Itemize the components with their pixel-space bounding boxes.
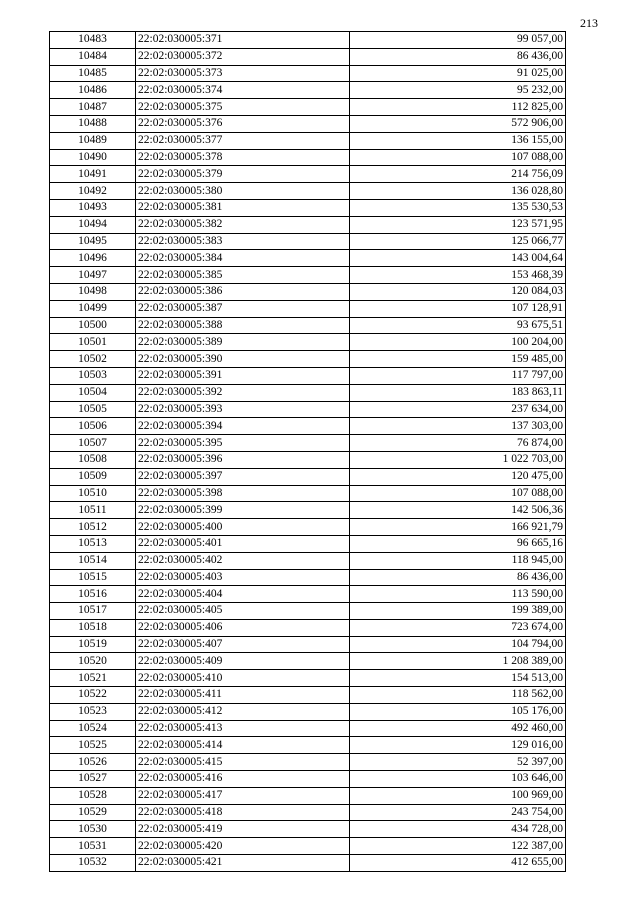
cadastral-number-cell: 22:02:030005:414 (136, 737, 350, 754)
cadastral-number-cell: 22:02:030005:417 (136, 787, 350, 804)
value-cell: 107 088,00 (350, 149, 566, 166)
table-row (50, 468, 566, 485)
value-cell: 93 675,51 (350, 317, 566, 334)
cadastral-number-cell: 22:02:030005:421 (136, 855, 350, 872)
value-cell: 137 303,00 (350, 418, 566, 435)
table-row (50, 737, 566, 754)
cadastral-number-cell: 22:02:030005:411 (136, 687, 350, 704)
row-number-cell: 10524 (50, 720, 136, 737)
table-row (50, 603, 566, 620)
cadastral-number-cell: 22:02:030005:372 (136, 48, 350, 65)
row-number-cell: 10504 (50, 384, 136, 401)
value-cell: 214 756,09 (350, 166, 566, 183)
cadastral-number-cell: 22:02:030005:388 (136, 317, 350, 334)
cadastral-number-cell: 22:02:030005:403 (136, 569, 350, 586)
cadastral-number-cell: 22:02:030005:385 (136, 267, 350, 284)
cadastral-number-cell: 22:02:030005:374 (136, 82, 350, 99)
row-number-cell: 10508 (50, 451, 136, 468)
table-row (50, 569, 566, 586)
table-row (50, 283, 566, 300)
value-cell: 1 022 703,00 (350, 451, 566, 468)
row-number-cell: 10520 (50, 653, 136, 670)
table-row (50, 351, 566, 368)
cadastral-number-cell: 22:02:030005:409 (136, 653, 350, 670)
value-cell: 572 906,00 (350, 115, 566, 132)
value-cell: 117 797,00 (350, 367, 566, 384)
table-row (50, 216, 566, 233)
cadastral-number-cell: 22:02:030005:380 (136, 183, 350, 200)
row-number-cell: 10499 (50, 300, 136, 317)
row-number-cell: 10506 (50, 418, 136, 435)
cadastral-number-cell: 22:02:030005:371 (136, 32, 350, 49)
value-cell: 103 646,00 (350, 771, 566, 788)
value-cell: 142 506,36 (350, 502, 566, 519)
value-cell: 183 863,11 (350, 384, 566, 401)
value-cell: 107 128,91 (350, 300, 566, 317)
row-number-cell: 10525 (50, 737, 136, 754)
row-number-cell: 10488 (50, 115, 136, 132)
row-number-cell: 10519 (50, 636, 136, 653)
table-row (50, 115, 566, 132)
table-row (50, 653, 566, 670)
row-number-cell: 10491 (50, 166, 136, 183)
value-cell: 723 674,00 (350, 619, 566, 636)
row-number-cell: 10529 (50, 804, 136, 821)
table-row (50, 636, 566, 653)
value-cell: 104 794,00 (350, 636, 566, 653)
table-row (50, 619, 566, 636)
value-cell: 99 057,00 (350, 32, 566, 49)
cadastral-number-cell: 22:02:030005:410 (136, 670, 350, 687)
page-number: 213 (580, 16, 598, 30)
value-cell: 136 155,00 (350, 132, 566, 149)
table-row (50, 703, 566, 720)
cadastral-number-cell: 22:02:030005:391 (136, 367, 350, 384)
value-cell: 143 004,64 (350, 250, 566, 267)
row-number-cell: 10509 (50, 468, 136, 485)
value-cell: 105 176,00 (350, 703, 566, 720)
table-row (50, 855, 566, 872)
cadastral-number-cell: 22:02:030005:378 (136, 149, 350, 166)
cadastral-number-cell: 22:02:030005:401 (136, 535, 350, 552)
cadastral-number-cell: 22:02:030005:418 (136, 804, 350, 821)
table-row (50, 183, 566, 200)
cadastral-number-cell: 22:02:030005:386 (136, 283, 350, 300)
table-row (50, 838, 566, 855)
cadastral-number-cell: 22:02:030005:390 (136, 351, 350, 368)
row-number-cell: 10532 (50, 855, 136, 872)
row-number-cell: 10495 (50, 233, 136, 250)
value-cell: 243 754,00 (350, 804, 566, 821)
cadastral-number-cell: 22:02:030005:415 (136, 754, 350, 771)
row-number-cell: 10493 (50, 199, 136, 216)
cadastral-number-cell: 22:02:030005:407 (136, 636, 350, 653)
cadastral-number-cell: 22:02:030005:373 (136, 65, 350, 82)
value-cell: 118 945,00 (350, 552, 566, 569)
value-cell: 91 025,00 (350, 65, 566, 82)
value-cell: 434 728,00 (350, 821, 566, 838)
row-number-cell: 10484 (50, 48, 136, 65)
value-cell: 129 016,00 (350, 737, 566, 754)
value-cell: 120 084,03 (350, 283, 566, 300)
row-number-cell: 10492 (50, 183, 136, 200)
cadastral-number-cell: 22:02:030005:384 (136, 250, 350, 267)
value-cell: 96 665,16 (350, 535, 566, 552)
value-cell: 1 208 389,00 (350, 653, 566, 670)
row-number-cell: 10522 (50, 687, 136, 704)
row-number-cell: 10528 (50, 787, 136, 804)
row-number-cell: 10526 (50, 754, 136, 771)
table-row (50, 535, 566, 552)
cadastral-number-cell: 22:02:030005:396 (136, 451, 350, 468)
value-cell: 52 397,00 (350, 754, 566, 771)
table-row (50, 519, 566, 536)
table-row (50, 485, 566, 502)
value-cell: 100 204,00 (350, 334, 566, 351)
value-cell: 123 571,95 (350, 216, 566, 233)
table-row (50, 586, 566, 603)
table-row (50, 552, 566, 569)
registry-table (49, 31, 566, 872)
value-cell: 136 028,80 (350, 183, 566, 200)
cadastral-number-cell: 22:02:030005:397 (136, 468, 350, 485)
row-number-cell: 10483 (50, 32, 136, 49)
cadastral-number-cell: 22:02:030005:419 (136, 821, 350, 838)
value-cell: 100 969,00 (350, 787, 566, 804)
cadastral-number-cell: 22:02:030005:402 (136, 552, 350, 569)
table-row (50, 821, 566, 838)
row-number-cell: 10497 (50, 267, 136, 284)
row-number-cell: 10507 (50, 435, 136, 452)
cadastral-number-cell: 22:02:030005:404 (136, 586, 350, 603)
cadastral-number-cell: 22:02:030005:375 (136, 99, 350, 116)
value-cell: 118 562,00 (350, 687, 566, 704)
table-row (50, 367, 566, 384)
table-row (50, 720, 566, 737)
table-row (50, 233, 566, 250)
table-row (50, 149, 566, 166)
cadastral-number-cell: 22:02:030005:376 (136, 115, 350, 132)
cadastral-number-cell: 22:02:030005:393 (136, 401, 350, 418)
value-cell: 153 468,39 (350, 267, 566, 284)
cadastral-number-cell: 22:02:030005:420 (136, 838, 350, 855)
value-cell: 199 389,00 (350, 603, 566, 620)
row-number-cell: 10503 (50, 367, 136, 384)
table-row (50, 132, 566, 149)
cadastral-number-cell: 22:02:030005:400 (136, 519, 350, 536)
cadastral-number-cell: 22:02:030005:377 (136, 132, 350, 149)
value-cell: 95 232,00 (350, 82, 566, 99)
cadastral-number-cell: 22:02:030005:406 (136, 619, 350, 636)
table-row (50, 418, 566, 435)
table-row (50, 166, 566, 183)
value-cell: 122 387,00 (350, 838, 566, 855)
table-row (50, 334, 566, 351)
cadastral-number-cell: 22:02:030005:392 (136, 384, 350, 401)
cadastral-number-cell: 22:02:030005:399 (136, 502, 350, 519)
cadastral-number-cell: 22:02:030005:412 (136, 703, 350, 720)
cadastral-number-cell: 22:02:030005:413 (136, 720, 350, 737)
row-number-cell: 10487 (50, 99, 136, 116)
table-row (50, 670, 566, 687)
value-cell: 86 436,00 (350, 48, 566, 65)
row-number-cell: 10516 (50, 586, 136, 603)
table-row (50, 65, 566, 82)
row-number-cell: 10518 (50, 619, 136, 636)
value-cell: 166 921,79 (350, 519, 566, 536)
row-number-cell: 10510 (50, 485, 136, 502)
table-row (50, 384, 566, 401)
table-row (50, 687, 566, 704)
value-cell: 135 530,53 (350, 199, 566, 216)
row-number-cell: 10527 (50, 771, 136, 788)
value-cell: 113 590,00 (350, 586, 566, 603)
row-number-cell: 10511 (50, 502, 136, 519)
value-cell: 112 825,00 (350, 99, 566, 116)
value-cell: 120 475,00 (350, 468, 566, 485)
row-number-cell: 10494 (50, 216, 136, 233)
table-row (50, 787, 566, 804)
cadastral-number-cell: 22:02:030005:416 (136, 771, 350, 788)
row-number-cell: 10496 (50, 250, 136, 267)
row-number-cell: 10498 (50, 283, 136, 300)
row-number-cell: 10512 (50, 519, 136, 536)
row-number-cell: 10517 (50, 603, 136, 620)
table-row (50, 32, 566, 49)
row-number-cell: 10521 (50, 670, 136, 687)
table-row (50, 771, 566, 788)
value-cell: 154 513,00 (350, 670, 566, 687)
cadastral-number-cell: 22:02:030005:387 (136, 300, 350, 317)
row-number-cell: 10513 (50, 535, 136, 552)
cadastral-number-cell: 22:02:030005:389 (136, 334, 350, 351)
table-row (50, 300, 566, 317)
row-number-cell: 10515 (50, 569, 136, 586)
row-number-cell: 10531 (50, 838, 136, 855)
cadastral-number-cell: 22:02:030005:395 (136, 435, 350, 452)
value-cell: 86 436,00 (350, 569, 566, 586)
cadastral-number-cell: 22:02:030005:381 (136, 199, 350, 216)
cadastral-number-cell: 22:02:030005:382 (136, 216, 350, 233)
cadastral-number-cell: 22:02:030005:405 (136, 603, 350, 620)
table-row (50, 199, 566, 216)
cadastral-number-cell: 22:02:030005:398 (136, 485, 350, 502)
table-row (50, 99, 566, 116)
value-cell: 492 460,00 (350, 720, 566, 737)
cadastral-number-cell: 22:02:030005:379 (136, 166, 350, 183)
table-row (50, 317, 566, 334)
row-number-cell: 10500 (50, 317, 136, 334)
table-row (50, 502, 566, 519)
row-number-cell: 10486 (50, 82, 136, 99)
row-number-cell: 10485 (50, 65, 136, 82)
table-row (50, 451, 566, 468)
table-row (50, 804, 566, 821)
value-cell: 125 066,77 (350, 233, 566, 250)
cadastral-number-cell: 22:02:030005:394 (136, 418, 350, 435)
row-number-cell: 10490 (50, 149, 136, 166)
row-number-cell: 10505 (50, 401, 136, 418)
row-number-cell: 10502 (50, 351, 136, 368)
value-cell: 237 634,00 (350, 401, 566, 418)
value-cell: 159 485,00 (350, 351, 566, 368)
value-cell: 76 874,00 (350, 435, 566, 452)
value-cell: 412 655,00 (350, 855, 566, 872)
value-cell: 107 088,00 (350, 485, 566, 502)
table-row (50, 250, 566, 267)
row-number-cell: 10523 (50, 703, 136, 720)
table-row (50, 267, 566, 284)
table-row (50, 754, 566, 771)
row-number-cell: 10489 (50, 132, 136, 149)
row-number-cell: 10501 (50, 334, 136, 351)
cadastral-number-cell: 22:02:030005:383 (136, 233, 350, 250)
row-number-cell: 10530 (50, 821, 136, 838)
table-row (50, 82, 566, 99)
row-number-cell: 10514 (50, 552, 136, 569)
table-row (50, 401, 566, 418)
table-row (50, 48, 566, 65)
registry-table-body (50, 32, 566, 872)
table-row (50, 435, 566, 452)
